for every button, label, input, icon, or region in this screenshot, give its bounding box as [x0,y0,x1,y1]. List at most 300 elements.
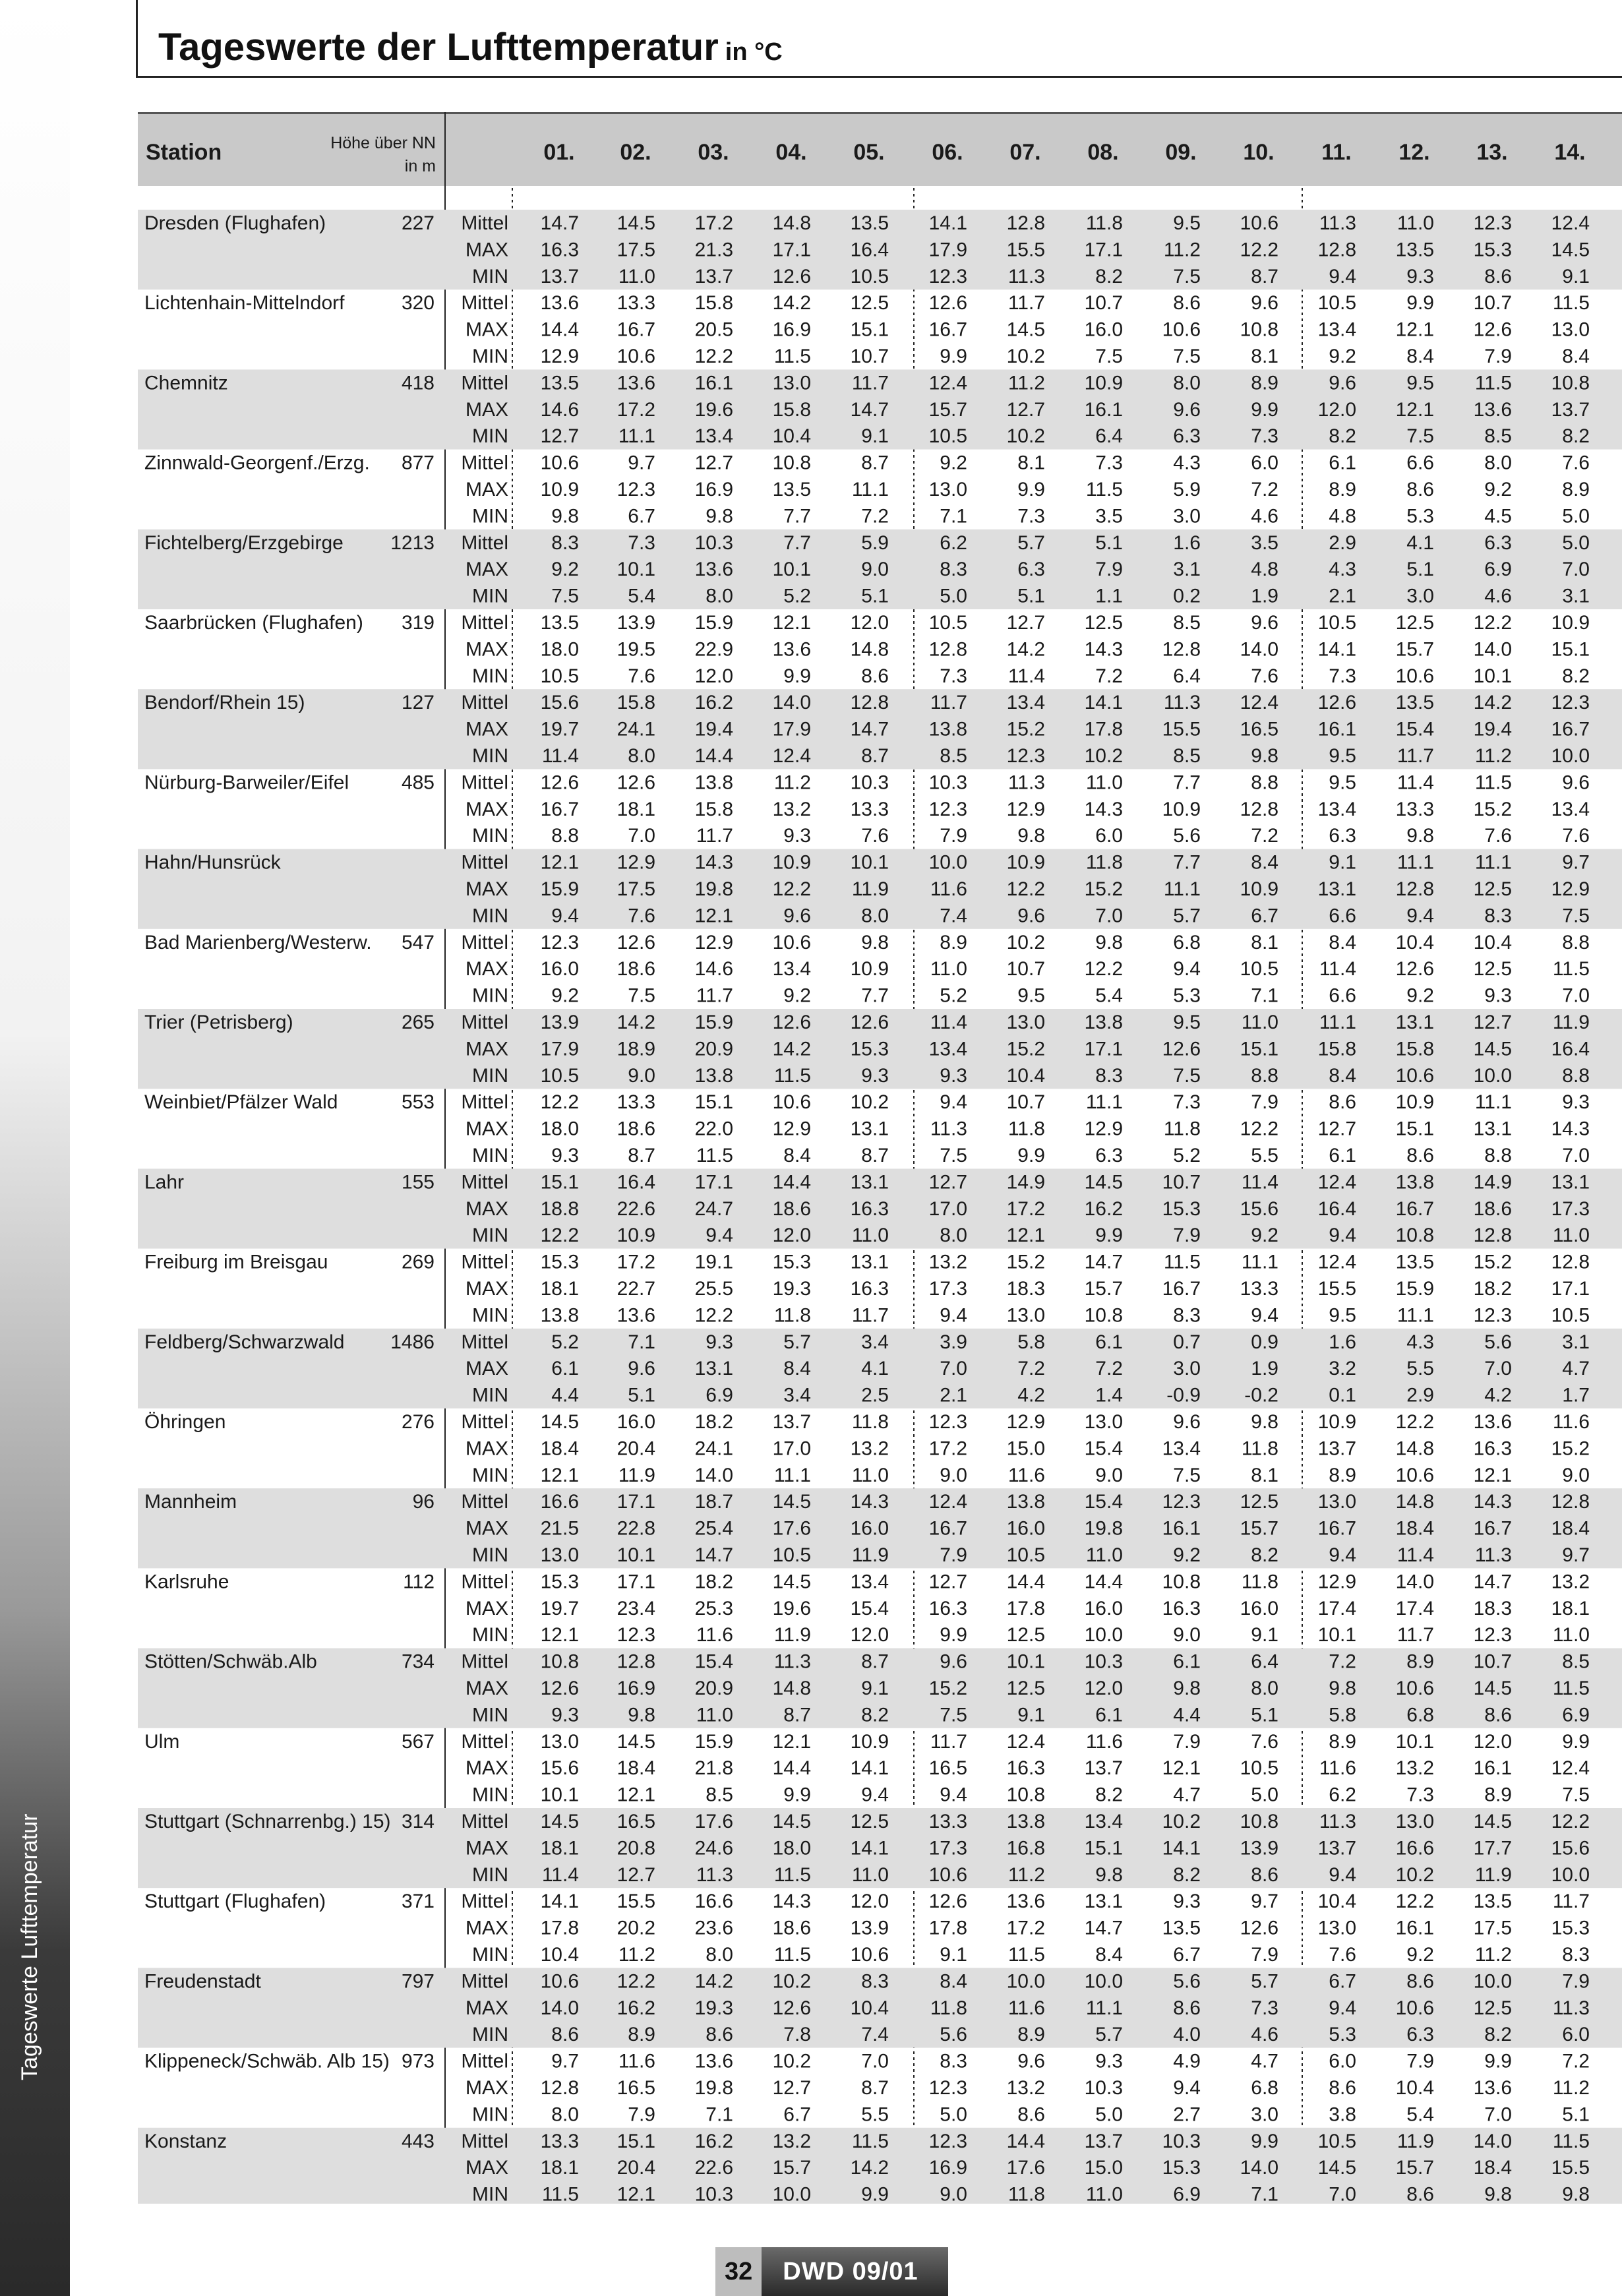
cell-value: 12.8 [540,2077,579,2099]
cell-value: 16.4 [1317,1197,1356,1220]
cell-value: 10.8 [1006,1784,1045,1806]
cell-value: 8.6 [1406,479,1434,500]
cell-value: 11.7 [1007,292,1045,315]
row-label: MIN [472,825,508,847]
cell-value: 5.0 [1562,531,1590,554]
cell-value: 24.1 [694,1437,733,1460]
cell-value: 12.9 [1006,798,1045,820]
cell-value: 16.2 [616,1997,655,2019]
cell-value: 9.4 [1329,1544,1356,1566]
cell-value: 17.1 [1084,1038,1123,1060]
cell-value: 9.1 [940,1944,967,1966]
cell-value: 9.8 [1406,825,1434,847]
cell-value: 13.8 [1006,1811,1045,1832]
cell-value: 17.1 [616,1571,655,1593]
cell-value: 3.2 [1329,1358,1356,1380]
cell-value: 5.0 [1562,505,1590,528]
cell-value: 11.0 [1085,771,1123,794]
cell-value: 9.8 [1173,1677,1201,1699]
cell-value: 12.3 [1473,1304,1512,1327]
cell-value: 7.9 [1484,346,1512,367]
cell-value: 14.8 [1395,1437,1434,1460]
row-label: MIN [472,1384,508,1406]
cell-value: 15.8 [616,692,655,714]
cell-value: 10.6 [1395,1997,1434,2019]
cell-value: 8.3 [940,2050,967,2072]
cell-value: 18.1 [540,1837,579,1859]
cell-value: 12.4 [928,1491,967,1513]
cell-value: 21.3 [694,239,733,261]
cell-value: 17.2 [616,398,655,421]
cell-value: 13.9 [1240,1837,1278,1859]
cell-value: 12.2 [1240,239,1278,261]
cell-value: 16.4 [616,1171,655,1193]
cell-value: 9.9 [1484,2050,1512,2072]
cell-value: 12.1 [694,905,733,927]
cell-value: 9.9 [1095,1224,1123,1247]
cell-value: 12.1 [1473,1464,1512,1486]
cell-value: 21.8 [694,1757,733,1780]
cell-value: 5.5 [1251,1145,1278,1166]
cell-value: 20.5 [694,318,733,341]
cell-value: 9.0 [628,1064,655,1087]
cell-value: 14.0 [694,1464,733,1486]
cell-value: 10.7 [1006,958,1045,981]
cell-value: 12.0 [850,612,889,634]
cell-value: 8.9 [940,931,967,953]
cell-value: 6.4 [1173,665,1201,687]
cell-value: 6.9 [1562,1704,1590,1726]
cell-value: 7.3 [1251,425,1278,448]
cell-value: 10.3 [928,771,967,794]
cell-value: 11.6 [1319,1757,1356,1780]
cell-value: 8.6 [861,665,889,687]
cell-value: 12.0 [850,1890,889,1913]
station-name: Stuttgart (Flughafen) [144,1890,326,1913]
station-height: 227 [401,212,435,234]
cell-value: 12.8 [1006,212,1045,234]
cell-value: 15.3 [850,1038,889,1060]
cell-value: 17.5 [616,239,655,261]
station-name: Mannheim [144,1491,237,1513]
cell-value: 9.8 [1251,1411,1278,1433]
cell-value: 10.1 [850,851,889,874]
cell-value: 1.1 [1095,585,1123,607]
cell-value: 14.5 [616,212,655,234]
cell-value: 6.6 [1329,984,1356,1007]
cell-value: 8.7 [1251,265,1278,287]
cell-value: 8.5 [1173,745,1201,767]
cell-value: 11.7 [1397,1624,1434,1646]
cell-value: 11.9 [1552,1012,1590,1033]
cell-value: 15.1 [540,1171,579,1193]
cell-value: 22.7 [616,1278,655,1300]
col-header-height: Höhe über NN [330,134,436,152]
cell-value: 7.3 [1251,1997,1278,2019]
cell-value: 10.8 [1395,1224,1434,1247]
cell-value: 16.7 [928,318,967,341]
cell-value: 6.3 [1173,425,1201,448]
cell-value: 7.0 [1095,905,1123,927]
cell-value: 12.6 [850,1012,889,1033]
cell-value: 10.3 [850,771,889,794]
cell-value: 7.5 [1173,1464,1201,1486]
cell-value: 11.9 [1397,2130,1434,2152]
cell-value: 8.5 [1562,1650,1590,1673]
cell-value: 13.3 [928,1811,967,1832]
cell-value: 9.7 [1562,851,1590,874]
cell-value: 11.0 [1552,1224,1590,1247]
cell-value: 9.3 [1562,1091,1590,1114]
cell-value: 20.8 [616,1837,655,1859]
cell-value: 15.2 [1473,798,1512,820]
cell-value: 10.8 [1162,1571,1201,1593]
cell-value: 7.6 [1562,452,1590,474]
cell-value: 8.5 [1173,612,1201,634]
cell-value: 11.6 [696,1624,733,1646]
row-label: Mittel [461,2130,508,2152]
cell-value: 12.6 [540,771,579,794]
row-label: MAX [465,1358,508,1380]
cell-value: 8.1 [1017,452,1045,474]
cell-value: 15.3 [540,1571,579,1593]
cell-value: 12.2 [1006,878,1045,900]
cell-value: 8.1 [1251,931,1278,953]
cell-value: 12.1 [1006,1224,1045,1247]
cell-value: 11.3 [1552,1997,1590,2019]
cell-value: 8.3 [1484,905,1512,927]
cell-value: 8.2 [1173,1863,1201,1886]
row-label: MAX [465,1437,508,1460]
cell-value: 8.3 [551,531,579,554]
cell-value: 10.9 [850,958,889,981]
cell-value: 10.5 [1317,2130,1356,2152]
cell-value: 11.6 [1007,1464,1045,1486]
row-label: MIN [472,2103,508,2126]
cell-value: 17.9 [540,1038,579,1060]
row-label: MAX [465,559,508,581]
cell-value: 7.6 [1562,825,1590,847]
cell-value: 13.5 [850,212,889,234]
cell-value: 10.9 [1317,1411,1356,1433]
station-name: Klippeneck/Schwäb. Alb 15) [144,2050,390,2072]
cell-value: 15.3 [540,1251,579,1273]
cell-value: 10.8 [772,452,811,474]
cell-value: 6.6 [1406,452,1434,474]
cell-value: 14.3 [1551,1118,1590,1140]
cell-value: 15.7 [1240,1517,1278,1540]
cell-value: 6.7 [1251,905,1278,927]
cell-value: 10.7 [1084,292,1123,315]
cell-value: 11.7 [696,825,733,847]
station-height: 1486 [390,1331,435,1353]
cell-value: 13.8 [1006,1491,1045,1513]
cell-value: 6.1 [1329,452,1356,474]
cell-value: 12.2 [1473,612,1512,634]
cell-value: 7.0 [1329,2183,1356,2204]
cell-value: 12.8 [1317,239,1356,261]
cell-value: 13.6 [1006,1890,1045,1913]
cell-value: 12.8 [850,692,889,714]
cell-value: 16.0 [616,1411,655,1433]
cell-value: 6.1 [1329,1145,1356,1166]
cell-value: 12.7 [1317,1118,1356,1140]
cell-value: 5.8 [1017,1331,1045,1353]
cell-value: 12.0 [1473,1730,1512,1753]
cell-value: 13.4 [1084,1811,1123,1832]
cell-value: 14.7 [540,212,579,234]
cell-value: 6.1 [1095,1331,1123,1353]
station-name: Trier (Petrisberg) [144,1012,293,1033]
cell-value: 14.0 [1473,2130,1512,2152]
cell-value: 8.9 [1329,1464,1356,1486]
cell-value: 12.3 [1473,1624,1512,1646]
cell-value: 8.9 [628,2024,655,2046]
cell-value: 14.1 [928,212,967,234]
cell-value: 15.3 [1162,1197,1201,1220]
station-height: 314 [401,1811,435,1832]
cell-value: 12.1 [616,1784,655,1806]
cell-value: 11.3 [773,1650,811,1673]
cell-value: 10.0 [928,851,967,874]
row-label: Mittel [461,2050,508,2072]
cell-value: 9.8 [1095,931,1123,953]
cell-value: 9.4 [1173,2077,1201,2099]
row-label: MIN [472,2183,508,2204]
cell-value: 14.2 [1006,638,1045,661]
cell-value: 22.9 [694,638,733,661]
cell-value: 8.6 [1406,1970,1434,1993]
cell-value: 18.9 [616,1038,655,1060]
row-label: MIN [472,1304,508,1327]
cell-value: 7.1 [940,505,967,528]
station-height: 371 [401,1890,435,1913]
cell-value: 12.6 [772,1012,811,1033]
cell-value: 12.6 [1395,958,1434,981]
row-label: MAX [465,638,508,661]
cell-value: 15.5 [1162,718,1201,740]
cell-value: 8.4 [1562,346,1590,367]
cell-value: 5.0 [940,585,967,607]
cell-value: 11.5 [1085,479,1123,500]
cell-value: 15.6 [1551,1837,1590,1859]
cell-value: 9.6 [1562,771,1590,794]
cell-value: 17.5 [1473,1917,1512,1939]
cell-value: 8.8 [1251,771,1278,794]
cell-value: 9.8 [1095,1863,1123,1886]
cell-value: 10.5 [928,425,967,448]
cell-value: 12.3 [928,265,967,287]
cell-value: 13.0 [1317,1491,1356,1513]
cell-value: 10.0 [1473,1970,1512,1993]
cell-value: 0.7 [1173,1331,1201,1353]
cell-value: 7.2 [1095,1358,1123,1380]
cell-value: 13.5 [540,612,579,634]
cell-value: 16.0 [1006,1517,1045,1540]
cell-value: 9.9 [1251,2130,1278,2152]
cell-value: 10.7 [1006,1091,1045,1114]
cell-value: 6.6 [1329,905,1356,927]
cell-value: 14.7 [1084,1917,1123,1939]
cell-value: 9.8 [1329,1677,1356,1699]
cell-value: 16.6 [694,1890,733,1913]
cell-value: 10.6 [772,1091,811,1114]
cell-value: 11.4 [541,745,579,767]
cell-value: 11.9 [1474,1863,1512,1886]
cell-value: 9.2 [1173,1544,1201,1566]
cell-value: 13.3 [850,798,889,820]
cell-value: 13.2 [1006,2077,1045,2099]
cell-value: 2.9 [1406,1384,1434,1406]
cell-value: 12.7 [772,2077,811,2099]
cell-value: 9.4 [1329,265,1356,287]
cell-value: 16.0 [1084,318,1123,341]
cell-value: 12.1 [1395,318,1434,341]
cell-value: 13.1 [1473,1118,1512,1140]
cell-value: 8.4 [1095,1944,1123,1966]
cell-value: 18.7 [694,1491,733,1513]
cell-value: 10.3 [694,2183,733,2204]
cell-value: 14.6 [540,398,579,421]
cell-value: 19.3 [772,1278,811,1300]
cell-value: 10.5 [850,265,889,287]
cell-value: 9.2 [1484,479,1512,500]
cell-value: 9.3 [551,1704,579,1726]
cell-value: 16.7 [1551,718,1590,740]
cell-value: 12.4 [1006,1730,1045,1753]
cell-value: 7.1 [706,2103,733,2126]
cell-value: 12.3 [1162,1491,1201,1513]
row-label: Mittel [461,1251,508,1273]
cell-value: 16.2 [694,692,733,714]
cell-value: 14.5 [1084,1171,1123,1193]
cell-value: 7.6 [628,665,655,687]
cell-value: 13.9 [850,1917,889,1939]
cell-value: 11.9 [618,1464,655,1486]
cell-value: 8.7 [861,2077,889,2099]
cell-value: 10.5 [772,1544,811,1566]
station-name: Ulm [144,1730,180,1753]
row-label: Mittel [461,1171,508,1193]
cell-value: 12.9 [1084,1118,1123,1140]
cell-value: 10.0 [1473,1064,1512,1087]
row-label: MIN [472,905,508,927]
station-name: Fichtelberg/Erzgebirge [144,531,344,554]
cell-value: 12.2 [694,346,733,367]
cell-value: 15.5 [1006,239,1045,261]
cell-value: 18.4 [540,1437,579,1460]
cell-value: 11.3 [1474,1544,1512,1566]
cell-value: 11.8 [773,1304,811,1327]
cell-value: 11.1 [851,479,889,500]
cell-value: 5.2 [551,1331,579,1353]
cell-value: 11.9 [773,1624,811,1646]
cell-value: 17.5 [616,878,655,900]
cell-value: 13.1 [1317,878,1356,900]
cell-value: 9.8 [551,505,579,528]
cell-value: -0.9 [1166,1384,1201,1406]
cell-value: 10.5 [540,665,579,687]
station-height: 418 [401,372,435,394]
cell-value: 6.3 [1329,825,1356,847]
cell-value: 15.8 [694,798,733,820]
cell-value: 11.4 [1241,1171,1278,1193]
cell-value: 14.3 [772,1890,811,1913]
cell-value: 7.9 [1173,1730,1201,1753]
cell-value: 8.2 [1095,265,1123,287]
cell-value: 7.0 [861,2050,889,2072]
cell-value: 14.3 [1473,1491,1512,1513]
cell-value: 3.8 [1329,2103,1356,2126]
cell-value: 12.0 [1317,398,1356,421]
cell-value: 16.1 [1162,1517,1201,1540]
cell-value: 12.1 [540,851,579,874]
cell-value: 10.6 [1162,318,1201,341]
cell-value: 12.3 [1551,692,1590,714]
cell-value: 13.5 [1395,239,1434,261]
cell-value: 11.5 [1552,292,1590,315]
cell-value: 12.8 [1551,1251,1590,1273]
cell-value: 14.7 [694,1544,733,1566]
cell-value: 10.2 [1006,425,1045,448]
cell-value: 10.4 [1473,931,1512,953]
cell-value: 13.6 [616,372,655,394]
cell-value: 13.0 [1551,318,1590,341]
cell-value: 9.9 [1562,1730,1590,1753]
station-height: 127 [401,692,435,714]
cell-value: 11.3 [1007,265,1045,287]
cell-value: 13.5 [1395,1251,1434,1273]
cell-value: 13.7 [1317,1837,1356,1859]
station-height: 112 [403,1571,435,1593]
cell-value: 10.4 [1395,2077,1434,2099]
cell-value: 9.9 [1017,479,1045,500]
cell-value: 7.1 [1251,2183,1278,2204]
cell-value: 8.6 [1406,1145,1434,1166]
cell-value: 14.8 [772,1677,811,1699]
cell-value: 12.1 [616,2183,655,2204]
cell-value: 11.3 [1319,212,1356,234]
cell-value: 14.8 [1395,1491,1434,1513]
cell-value: 7.5 [1173,265,1201,287]
cell-value: 12.3 [928,2077,967,2099]
cell-value: 7.0 [1562,1145,1590,1166]
cell-value: 18.6 [772,1917,811,1939]
row-label: Mittel [461,212,508,234]
cell-value: 16.9 [928,2157,967,2179]
cell-value: 13.4 [1317,798,1356,820]
cell-value: 6.8 [1406,1704,1434,1726]
cell-value: 10.9 [1006,851,1045,874]
cell-value: 17.7 [1473,1837,1512,1859]
cell-value: 12.2 [540,1224,579,1247]
cell-value: 15.8 [772,398,811,421]
cell-value: 13.3 [1240,1278,1278,1300]
cell-value: 15.7 [1395,638,1434,661]
cell-value: 14.2 [694,1970,733,1993]
cell-value: 9.9 [783,665,811,687]
cell-value: 9.3 [861,1064,889,1087]
cell-value: 14.3 [850,1491,889,1513]
cell-value: 13.6 [1473,398,1512,421]
station-name: Konstanz [144,2130,227,2152]
cell-value: 10.2 [850,1091,889,1114]
cell-value: 11.0 [851,1464,889,1486]
row-label: MIN [472,1464,508,1486]
cell-value: 12.7 [694,452,733,474]
col-header-day: 12. [1398,140,1430,165]
cell-value: 5.1 [628,1384,655,1406]
